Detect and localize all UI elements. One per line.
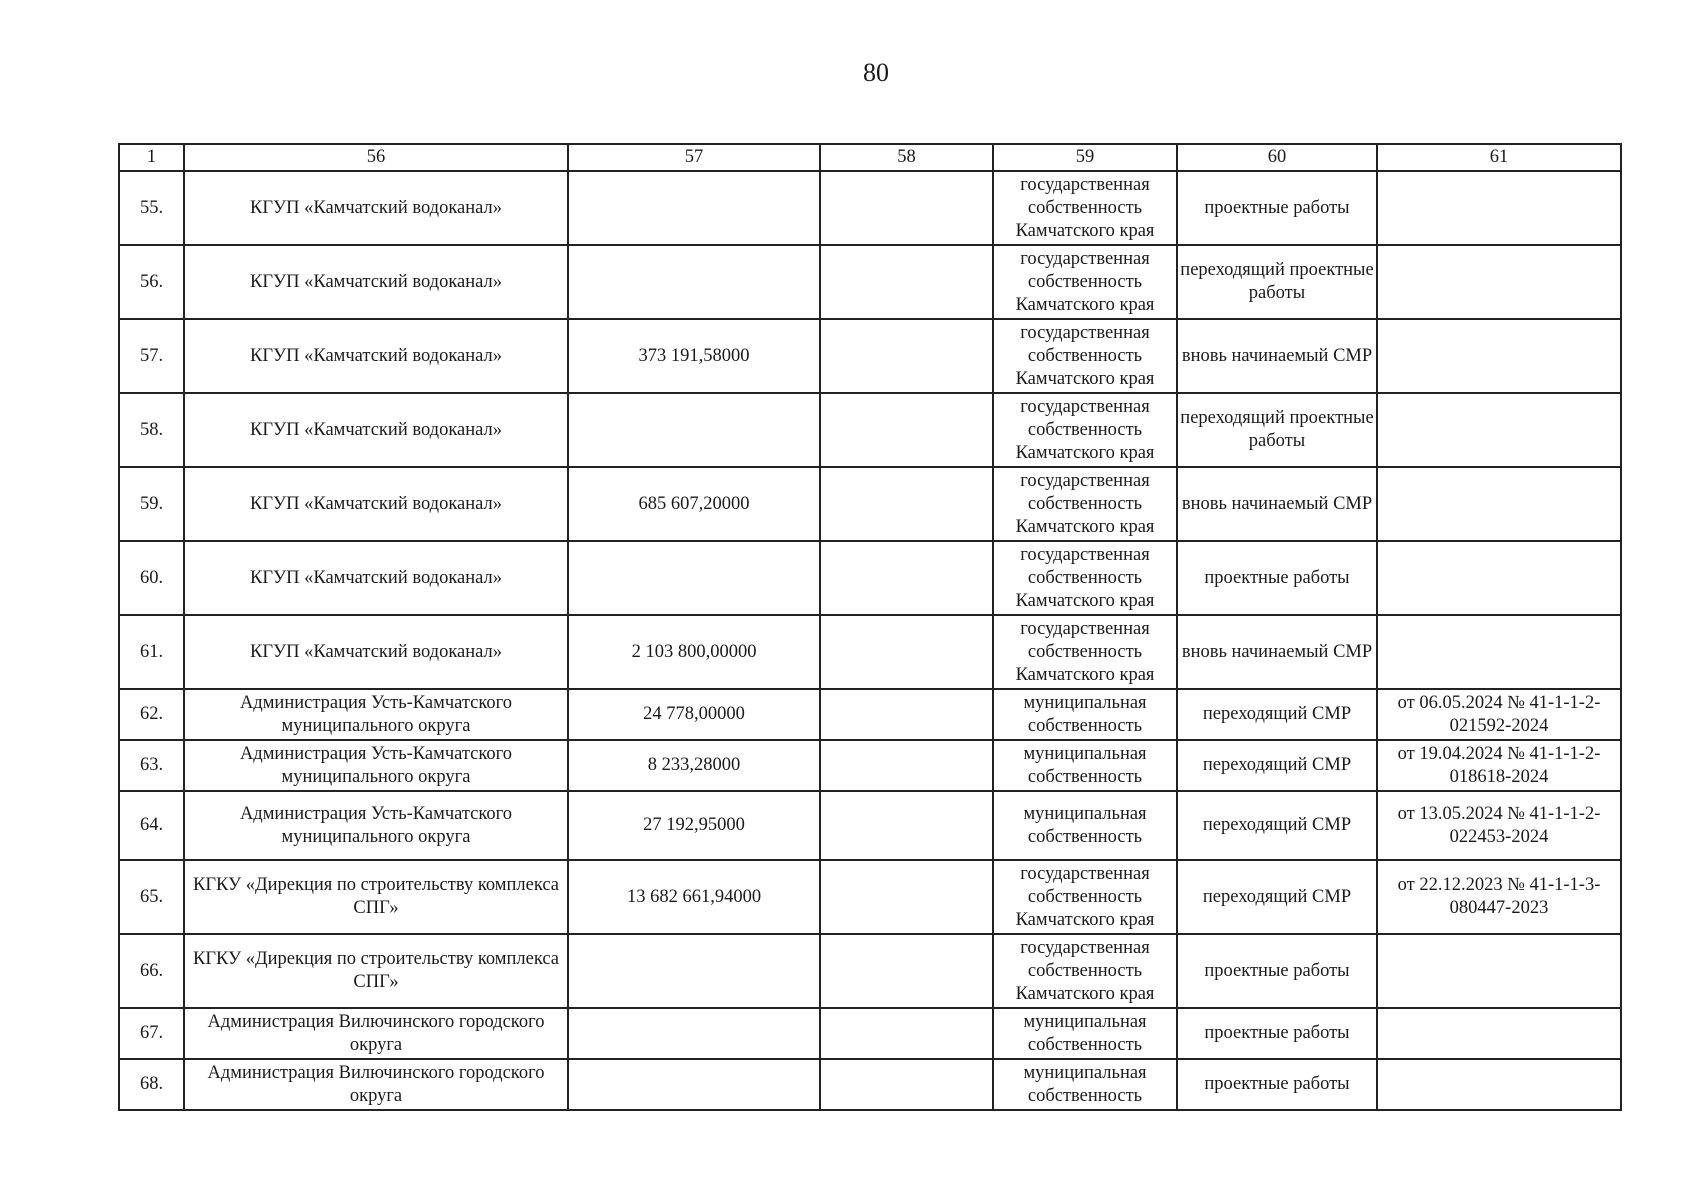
organization-cell: Администрация Усть-Камчатского муниципального округа — [184, 791, 568, 860]
column-58-cell — [820, 1008, 993, 1059]
document-cell — [1377, 171, 1621, 245]
organization-cell: КГУП «Камчатский водоканал» — [184, 615, 568, 689]
amount-cell — [568, 393, 820, 467]
stage-cell: проектные работы — [1177, 1008, 1377, 1059]
stage-cell: проектные работы — [1177, 934, 1377, 1008]
document-cell — [1377, 245, 1621, 319]
table-row — [119, 860, 1621, 934]
column-58-cell — [820, 393, 993, 467]
ownership-cell: муниципальная собственность — [993, 1008, 1177, 1059]
organization-cell: Администрация Усть-Камчатского муниципального округа — [184, 740, 568, 791]
document-cell — [1377, 467, 1621, 541]
table-row — [119, 245, 1621, 319]
row-number: 63. — [119, 740, 184, 791]
amount-cell: 27 192,95000 — [568, 791, 820, 860]
organization-cell: Администрация Вилючинского городского округа — [184, 1008, 568, 1059]
row-number: 59. — [119, 467, 184, 541]
stage-cell: проектные работы — [1177, 541, 1377, 615]
amount-cell — [568, 171, 820, 245]
document-cell: от 13.05.2024 № 41-1-1-2-022453-2024 — [1377, 791, 1621, 860]
stage-cell: переходящий СМР — [1177, 860, 1377, 934]
table-row — [119, 467, 1621, 541]
document-cell — [1377, 934, 1621, 1008]
stage-cell: переходящий СМР — [1177, 689, 1377, 740]
amount-cell: 24 778,00000 — [568, 689, 820, 740]
stage-cell: вновь начинаемый СМР — [1177, 467, 1377, 541]
column-header: 61 — [1377, 144, 1621, 171]
ownership-cell: государственная собственность Камчатского края — [993, 541, 1177, 615]
ownership-cell: государственная собственность Камчатского края — [993, 319, 1177, 393]
organization-cell: КГУП «Камчатский водоканал» — [184, 393, 568, 467]
ownership-cell: государственная собственность Камчатского края — [993, 467, 1177, 541]
ownership-cell: государственная собственность Камчатского края — [993, 860, 1177, 934]
column-58-cell — [820, 615, 993, 689]
organization-cell: КГКУ «Дирекция по строительству комплекса СПГ» — [184, 934, 568, 1008]
table-row — [119, 791, 1621, 860]
column-58-cell — [820, 541, 993, 615]
table-row — [119, 1008, 1621, 1059]
column-header: 59 — [993, 144, 1177, 171]
ownership-cell: государственная собственность Камчатского края — [993, 245, 1177, 319]
column-58-cell — [820, 740, 993, 791]
ownership-cell: муниципальная собственность — [993, 791, 1177, 860]
row-number: 65. — [119, 860, 184, 934]
ownership-cell: государственная собственность Камчатского края — [993, 934, 1177, 1008]
row-number: 57. — [119, 319, 184, 393]
column-header: 57 — [568, 144, 820, 171]
document-cell — [1377, 319, 1621, 393]
organization-cell: КГУП «Камчатский водоканал» — [184, 319, 568, 393]
ownership-cell: муниципальная собственность — [993, 689, 1177, 740]
stage-cell: переходящий проектные работы — [1177, 245, 1377, 319]
stage-cell: вновь начинаемый СМР — [1177, 615, 1377, 689]
table-row — [119, 1059, 1621, 1110]
column-58-cell — [820, 245, 993, 319]
column-header: 58 — [820, 144, 993, 171]
data-table — [118, 143, 1622, 1111]
organization-cell: Администрация Вилючинского городского округа — [184, 1059, 568, 1110]
organization-cell: КГУП «Камчатский водоканал» — [184, 171, 568, 245]
ownership-cell: государственная собственность Камчатского края — [993, 615, 1177, 689]
row-number: 61. — [119, 615, 184, 689]
amount-cell: 685 607,20000 — [568, 467, 820, 541]
amount-cell — [568, 1008, 820, 1059]
column-58-cell — [820, 791, 993, 860]
table-row — [119, 541, 1621, 615]
stage-cell: проектные работы — [1177, 1059, 1377, 1110]
column-number-row — [119, 144, 1621, 171]
column-58-cell — [820, 689, 993, 740]
table-row — [119, 934, 1621, 1008]
document-cell: от 06.05.2024 № 41-1-1-2-021592-2024 — [1377, 689, 1621, 740]
stage-cell: проектные работы — [1177, 171, 1377, 245]
ownership-cell: государственная собственность Камчатского края — [993, 171, 1177, 245]
table-row — [119, 689, 1621, 740]
organization-cell: КГУП «Камчатский водоканал» — [184, 245, 568, 319]
row-number: 55. — [119, 171, 184, 245]
organization-cell: Администрация Усть-Камчатского муниципального округа — [184, 689, 568, 740]
table-row — [119, 319, 1621, 393]
document-cell — [1377, 393, 1621, 467]
column-header: 56 — [184, 144, 568, 171]
row-number: 67. — [119, 1008, 184, 1059]
organization-cell: КГУП «Камчатский водоканал» — [184, 467, 568, 541]
amount-cell — [568, 541, 820, 615]
row-number: 60. — [119, 541, 184, 615]
column-header: 60 — [1177, 144, 1377, 171]
row-number: 66. — [119, 934, 184, 1008]
document-cell — [1377, 1008, 1621, 1059]
row-number: 56. — [119, 245, 184, 319]
column-58-cell — [820, 467, 993, 541]
stage-cell: переходящий СМР — [1177, 791, 1377, 860]
row-number: 62. — [119, 689, 184, 740]
document-cell: от 22.12.2023 № 41-1-1-3-080447-2023 — [1377, 860, 1621, 934]
stage-cell: переходящий СМР — [1177, 740, 1377, 791]
organization-cell: КГКУ «Дирекция по строительству комплекса СПГ» — [184, 860, 568, 934]
ownership-cell: муниципальная собственность — [993, 1059, 1177, 1110]
table-row — [119, 171, 1621, 245]
stage-cell: вновь начинаемый СМР — [1177, 319, 1377, 393]
stage-cell: переходящий проектные работы — [1177, 393, 1377, 467]
table-row — [119, 393, 1621, 467]
amount-cell — [568, 245, 820, 319]
row-number: 64. — [119, 791, 184, 860]
amount-cell — [568, 934, 820, 1008]
document-cell — [1377, 541, 1621, 615]
amount-cell: 13 682 661,94000 — [568, 860, 820, 934]
amount-cell — [568, 1059, 820, 1110]
row-number: 68. — [119, 1059, 184, 1110]
column-58-cell — [820, 934, 993, 1008]
column-58-cell — [820, 860, 993, 934]
ownership-cell: муниципальная собственность — [993, 740, 1177, 791]
amount-cell: 373 191,58000 — [568, 319, 820, 393]
table-row — [119, 740, 1621, 791]
ownership-cell: государственная собственность Камчатского края — [993, 393, 1177, 467]
amount-cell: 2 103 800,00000 — [568, 615, 820, 689]
column-58-cell — [820, 1059, 993, 1110]
document-cell — [1377, 615, 1621, 689]
column-58-cell — [820, 319, 993, 393]
row-number: 58. — [119, 393, 184, 467]
table-row — [119, 615, 1621, 689]
page-number: 80 — [863, 58, 889, 87]
organization-cell: КГУП «Камчатский водоканал» — [184, 541, 568, 615]
document-cell: от 19.04.2024 № 41-1-1-2-018618-2024 — [1377, 740, 1621, 791]
column-header: 1 — [119, 144, 184, 171]
column-58-cell — [820, 171, 993, 245]
amount-cell: 8 233,28000 — [568, 740, 820, 791]
document-cell — [1377, 1059, 1621, 1110]
